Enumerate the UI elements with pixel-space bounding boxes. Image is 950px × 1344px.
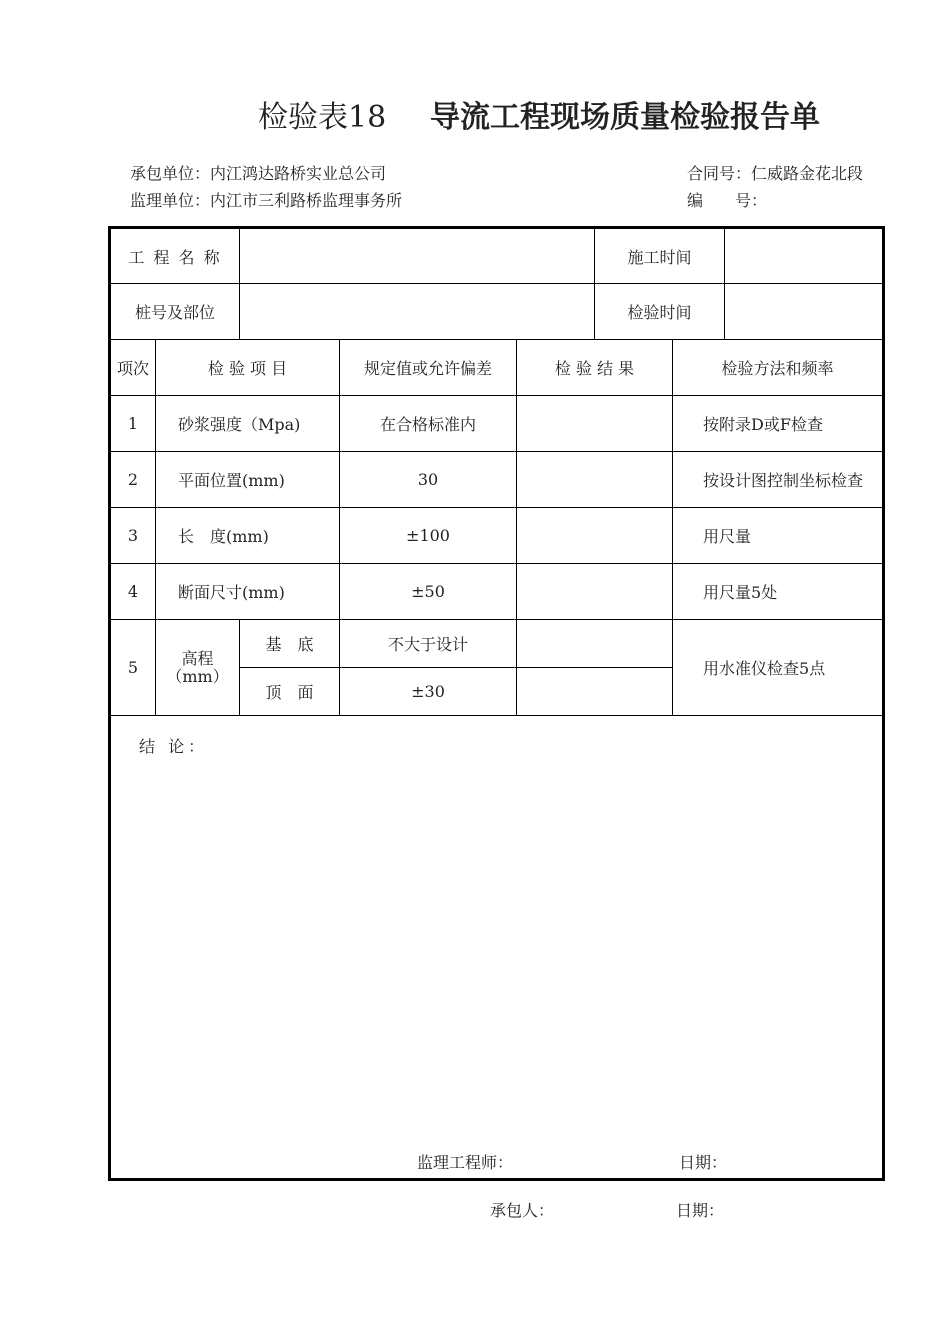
row-result	[517, 564, 673, 620]
row-method: 用尺量	[673, 508, 884, 564]
elevation-item-line1: 高程	[181, 648, 214, 668]
row-method: 按设计图控制坐标检查	[673, 452, 884, 508]
sub-item-base-result	[517, 620, 673, 668]
project-name-row	[110, 228, 884, 284]
row-result	[517, 452, 673, 508]
project-name-label: 工 程 名 称	[110, 228, 240, 284]
contractor-unit: 承包单位：内江鸿达路桥实业总公司	[130, 164, 387, 183]
sub-item-top-spec: ±30	[340, 668, 517, 716]
form-code-title: 检验表18	[258, 100, 387, 135]
row-item: 断面尺寸(mm)	[156, 564, 340, 620]
column-header-row	[110, 340, 884, 396]
col-header-result: 检 验 结 果	[517, 340, 673, 396]
row-no: 5	[110, 620, 156, 716]
row-item: 平面位置(mm)	[156, 452, 340, 508]
station-label: 桩号及部位	[110, 284, 240, 340]
table-row	[110, 564, 884, 620]
row-no: 2	[110, 452, 156, 508]
table-row	[110, 396, 884, 452]
table-row	[110, 508, 884, 564]
conclusion-cell	[110, 716, 884, 1180]
row-spec: ±50	[340, 564, 517, 620]
conclusion-row	[110, 716, 884, 1180]
col-header-item: 检 验 项 目	[156, 340, 340, 396]
col-header-spec: 规定值或允许偏差	[340, 340, 517, 396]
project-name-value	[240, 228, 595, 284]
construction-time-value	[725, 228, 884, 284]
table-row	[110, 452, 884, 508]
station-row	[110, 284, 884, 340]
elevation-method: 用水准仪检查5点	[673, 620, 884, 716]
report-title: 导流工程现场质量检验报告单	[430, 100, 820, 135]
contract-number: 合同号：仁威路金花北段	[687, 164, 864, 183]
row-no: 3	[110, 508, 156, 564]
row-result	[517, 396, 673, 452]
row-item: 砂浆强度（Mpa)	[156, 396, 340, 452]
row-spec: 30	[340, 452, 517, 508]
elevation-item-line2: （mm）	[166, 666, 229, 686]
sub-item-base-spec: 不大于设计	[340, 620, 517, 668]
sub-item-base: 基 底	[240, 620, 340, 668]
row-no: 4	[110, 564, 156, 620]
row-item: 长 度(mm)	[156, 508, 340, 564]
row-result	[517, 508, 673, 564]
row-spec: 在合格标准内	[340, 396, 517, 452]
col-header-method: 检验方法和频率	[673, 340, 884, 396]
row-no: 1	[110, 396, 156, 452]
station-value	[240, 284, 595, 340]
conclusion-label: 结 论：	[139, 737, 209, 756]
sub-item-top: 顶 面	[240, 668, 340, 716]
row-spec: ±100	[340, 508, 517, 564]
contractor-date-label: 日期：	[676, 1201, 725, 1220]
engineer-date-label: 日期：	[679, 1153, 728, 1172]
construction-time-label: 施工时间	[595, 228, 725, 284]
elevation-row-base	[110, 620, 884, 668]
inspection-form-table	[108, 226, 885, 1181]
contractor-person-label: 承包人：	[490, 1201, 555, 1220]
elevation-item	[156, 620, 240, 716]
sub-item-top-result	[517, 668, 673, 716]
col-header-no: 项次	[110, 340, 156, 396]
supervising-engineer-label: 监理工程师：	[417, 1153, 514, 1172]
inspection-time-label: 检验时间	[595, 284, 725, 340]
serial-number: 编 号：	[687, 191, 768, 210]
row-method: 按附录D或F检查	[673, 396, 884, 452]
inspection-time-value	[725, 284, 884, 340]
row-method: 用尺量5处	[673, 564, 884, 620]
supervisor-unit: 监理单位：内江市三利路桥监理事务所	[130, 191, 403, 210]
